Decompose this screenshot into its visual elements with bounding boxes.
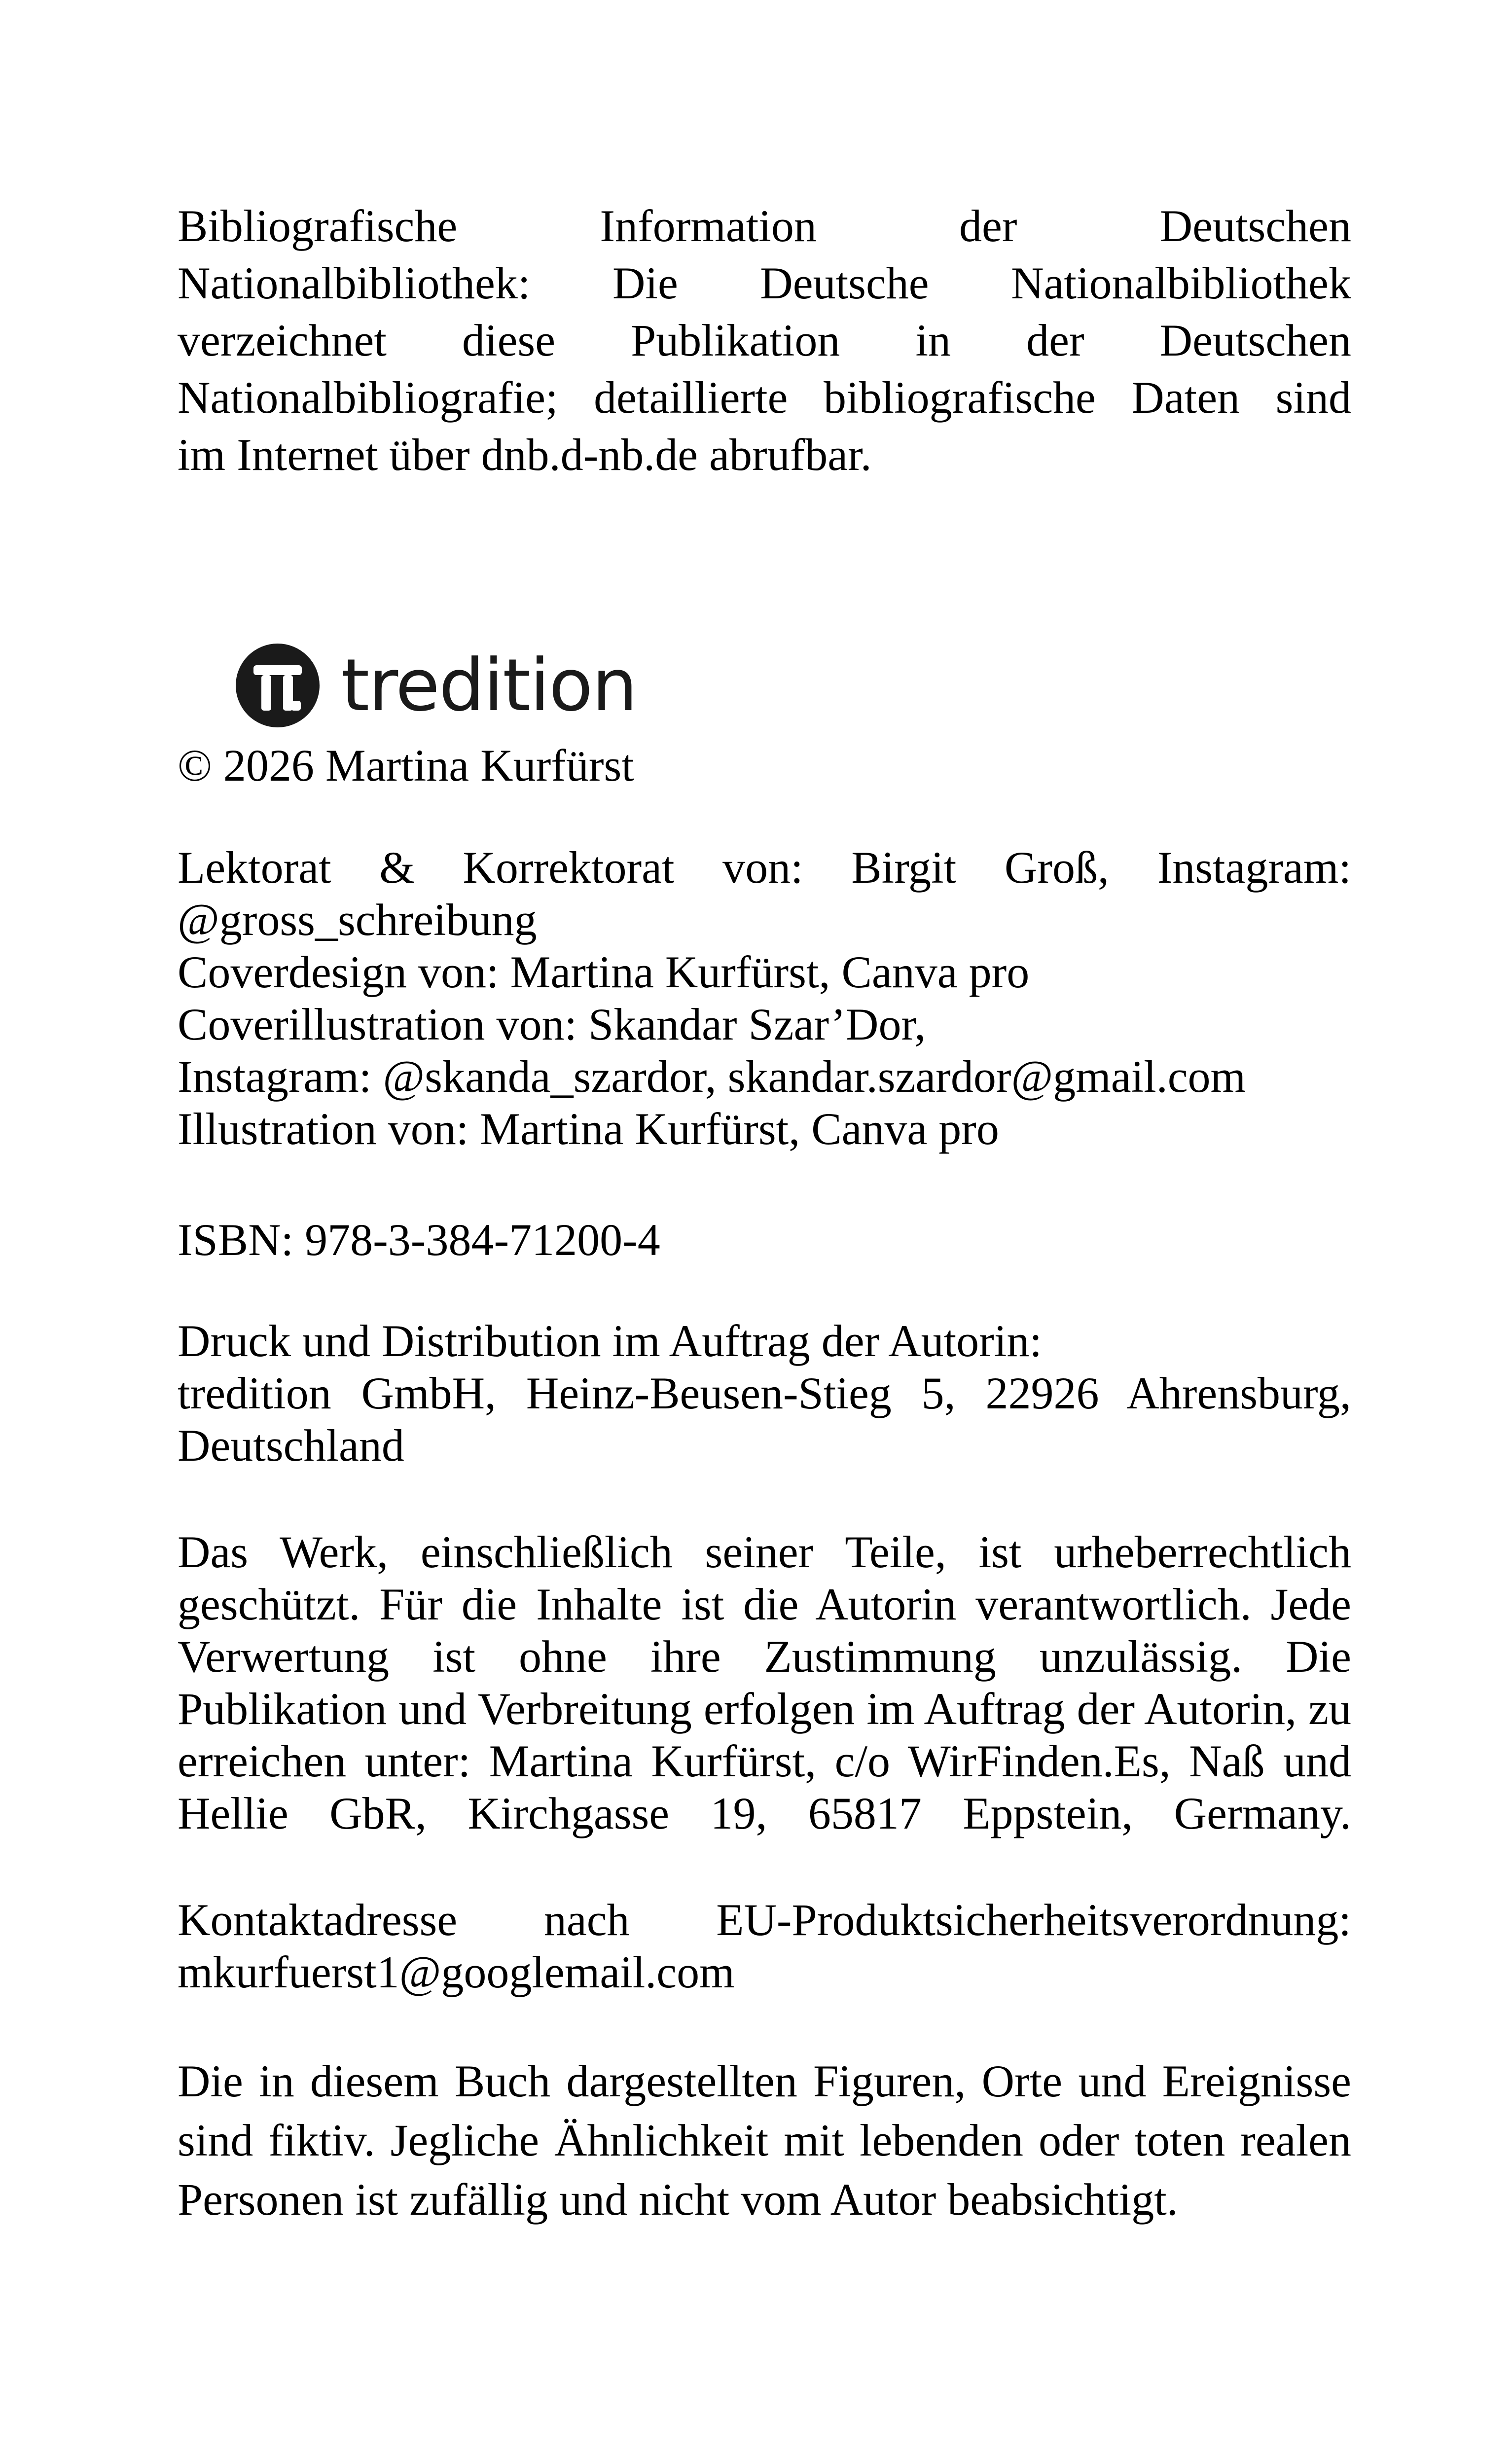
tredition-logo-icon — [236, 644, 320, 727]
copyright-text: © 2026 Martina Kurfürst — [178, 740, 634, 791]
isbn-text: ISBN: 978-3-384-71200-4 — [178, 1215, 660, 1265]
bibliographic-info — [178, 197, 1351, 483]
tredition-wordmark: tredition — [341, 644, 637, 727]
disclaimer-line: Die in diesem Buch dargestellten Figuren, Orte und Ereignisse — [178, 2056, 1351, 2106]
distribution-line: tredition GmbH, Heinz-Beusen-Stieg 5, 22926 Ahrensburg, — [178, 1368, 1351, 1418]
disclaimer-line: sind fiktiv. Jegliche Ähnlichkeit mit lebenden oder toten realen — [178, 2115, 1351, 2165]
copyright-notice-line: Hellie GbR, Kirchgasse 19, 65817 Eppstein, Germany. — [178, 1788, 1351, 1838]
bibliographic-info-line: Bibliografische Information der Deutschen — [178, 201, 1351, 251]
bibliographic-info-line: verzeichnet diese Publikation in der Deutschen — [178, 315, 1351, 365]
contact — [178, 1894, 1351, 1998]
isbn — [178, 1211, 1351, 1268]
bibliographic-info-line: Nationalbibliothek: Die Deutsche Nationalbibliothek — [178, 258, 1351, 308]
credits-line: Instagram: @skanda_szardor, skandar.szardor@gmail.com — [178, 1051, 1246, 1102]
copyright-notice-line: Publikation und Verbreitung erfolgen im Auftrag der Autorin, zu — [178, 1684, 1351, 1734]
distribution-line: Druck und Distribution im Auftrag der Autorin: — [178, 1316, 1042, 1366]
disclaimer — [178, 2051, 1351, 2229]
credits-line: Coverdesign von: Martina Kurfürst, Canva pro — [178, 947, 1030, 997]
credits-line: @gross_schreibung — [178, 895, 537, 945]
publisher-logo — [236, 641, 637, 730]
copyright-notice — [178, 1526, 1351, 1839]
bibliographic-info-line: Nationalbibliografie; detaillierte bibliografische Daten sind — [178, 372, 1351, 423]
copyright-notice-line: geschützt. Für die Inhalte ist die Autorin verantwortlich. Jede — [178, 1579, 1351, 1629]
disclaimer-line: Personen ist zufällig und nicht vom Autor beabsichtigt. — [178, 2174, 1178, 2225]
copyright-notice-line: Das Werk, einschließlich seiner Teile, ist urheberrechtlich — [178, 1527, 1351, 1577]
credits-line: Lektorat & Korrektorat von: Birgit Groß, Instagram: — [178, 842, 1351, 893]
copyright-line — [178, 737, 1351, 794]
credits-line: Coverillustration von: Skandar Szar’Dor, — [178, 999, 926, 1049]
contact-email: mkurfuerst1@googlemail.com — [178, 1947, 735, 1997]
copyright-notice-line: erreichen unter: Martina Kurfürst, c/o WirFinden.Es, Naß und — [178, 1736, 1351, 1786]
bibliographic-info-line: im Internet über dnb.d-nb.de abrufbar. — [178, 430, 872, 480]
credits — [178, 841, 1351, 1155]
copyright-notice-line: Verwertung ist ohne ihre Zustimmung unzulässig. Die — [178, 1631, 1351, 1682]
distribution-line: Deutschland — [178, 1420, 404, 1471]
distribution — [178, 1315, 1351, 1472]
credits-line: Illustration von: Martina Kurfürst, Canva pro — [178, 1104, 999, 1154]
contact-line: Kontaktadresse nach EU-Produktsicherheitsverordnung: — [178, 1895, 1351, 1945]
